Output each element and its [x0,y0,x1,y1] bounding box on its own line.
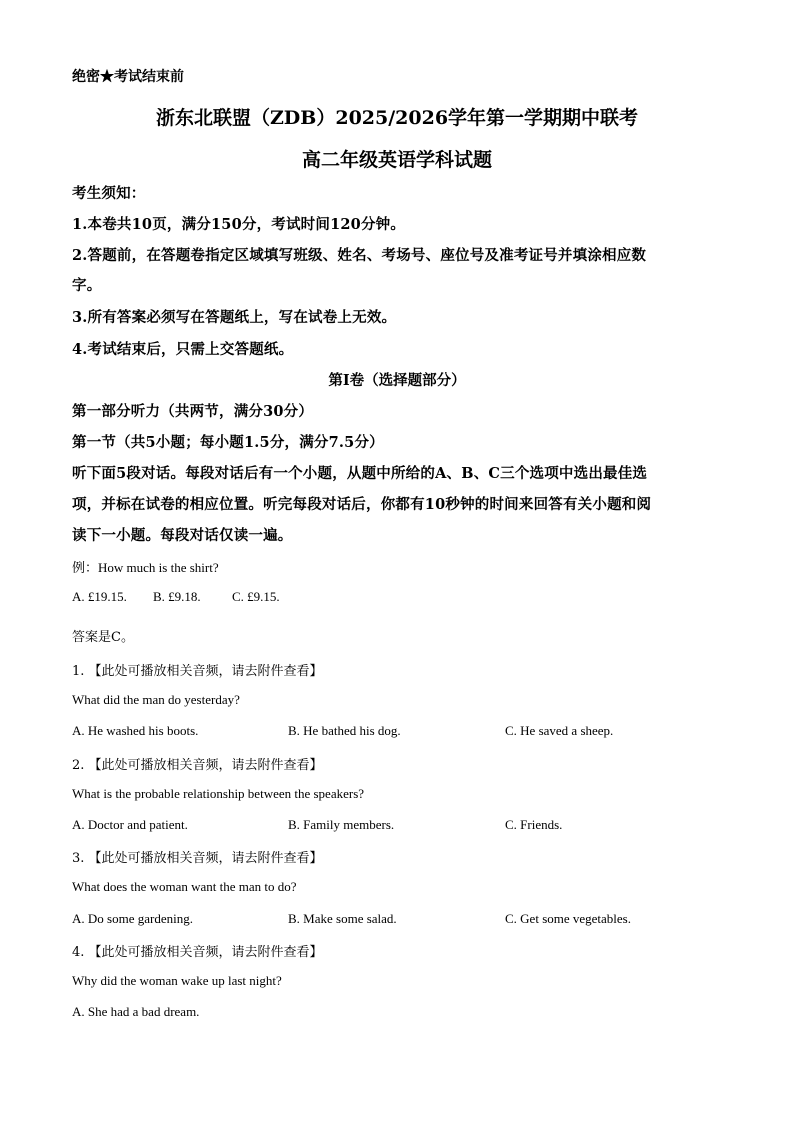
question-4-label: 4. 【此处可播放相关音频，请去附件查看】 [72,945,323,960]
instructions-line-2: 项，并标在试卷的相应位置。听完每段对话后，你都有10秒钟的时间来回答有关小题和阅 [72,496,652,513]
instructions-line-3: 读下一小题。每段对话仅读一遍。 [72,527,293,544]
example-answer: 答案是C。 [72,630,134,645]
question-1-option-a: A. He washed his boots. [72,723,199,738]
example-question: 例：How much is the shirt? [72,560,219,575]
notice-item-1: 1.本卷共10页，满分150分，考试时间120分钟。 [72,216,406,233]
notice-item-2-cont: 字。 [72,277,102,294]
notice-heading: 考生须知： [72,185,146,202]
question-2-option-a: A. Doctor and patient. [72,817,188,832]
question-3-text: What does the woman want the man to do? [72,879,297,894]
example-option-b: B. £9.18. [153,589,201,604]
question-3-option-b: B. Make some salad. [288,911,397,926]
instructions-line-1: 听下面5段对话。每段对话后有一个小题，从题中所给的A、B、C三个选项中选出最佳选 [72,465,648,482]
question-1-label: 1. 【此处可播放相关音频，请去附件查看】 [72,664,323,679]
notice-item-4: 4.考试结束后，只需上交答题纸。 [72,341,294,358]
question-1-text: What did the man do yesterday? [72,692,240,707]
exam-title: 浙东北联盟（ZDB）2025/2026学年第一学期期中联考 [155,107,639,129]
section-heading: 第一节（共5小题；每小题1.5分，满分7.5分） [72,434,384,451]
notice-item-2: 2.答题前，在答题卷指定区域填写班级、姓名、考场号、座位号及准考证号并填涂相应数 [72,247,647,264]
question-2-label: 2. 【此处可播放相关音频，请去附件查看】 [72,758,323,773]
question-4-option-a: A. She had a bad dream. [72,1004,200,1019]
notice-item-3: 3.所有答案必须写在答题纸上，写在试卷上无效。 [72,309,397,326]
question-2-option-b: B. Family members. [288,817,395,832]
question-3-option-c: C. Get some vegetables. [505,911,631,926]
question-2-text: What is the probable relationship between the speakers? [72,786,365,801]
part-heading: 第一部分听力（共两节，满分30分） [72,403,314,420]
example-option-c: C. £9.15. [232,589,280,604]
volume-heading: 第I卷（选择题部分） [328,372,466,389]
question-1-option-c: C. He saved a sheep. [505,723,614,738]
exam-subtitle: 高二年级英语学科试题 [301,149,492,171]
confidential-mark: 绝密★考试结束前 [72,69,184,85]
question-3-label: 3. 【此处可播放相关音频，请去附件查看】 [72,851,323,866]
question-2-option-c: C. Friends. [505,817,563,832]
question-3-option-a: A. Do some gardening. [72,911,193,926]
question-4-text: Why did the woman wake up last night? [72,973,282,988]
question-1-option-b: B. He bathed his dog. [288,723,401,738]
example-option-a: A. £19.15. [72,589,127,604]
